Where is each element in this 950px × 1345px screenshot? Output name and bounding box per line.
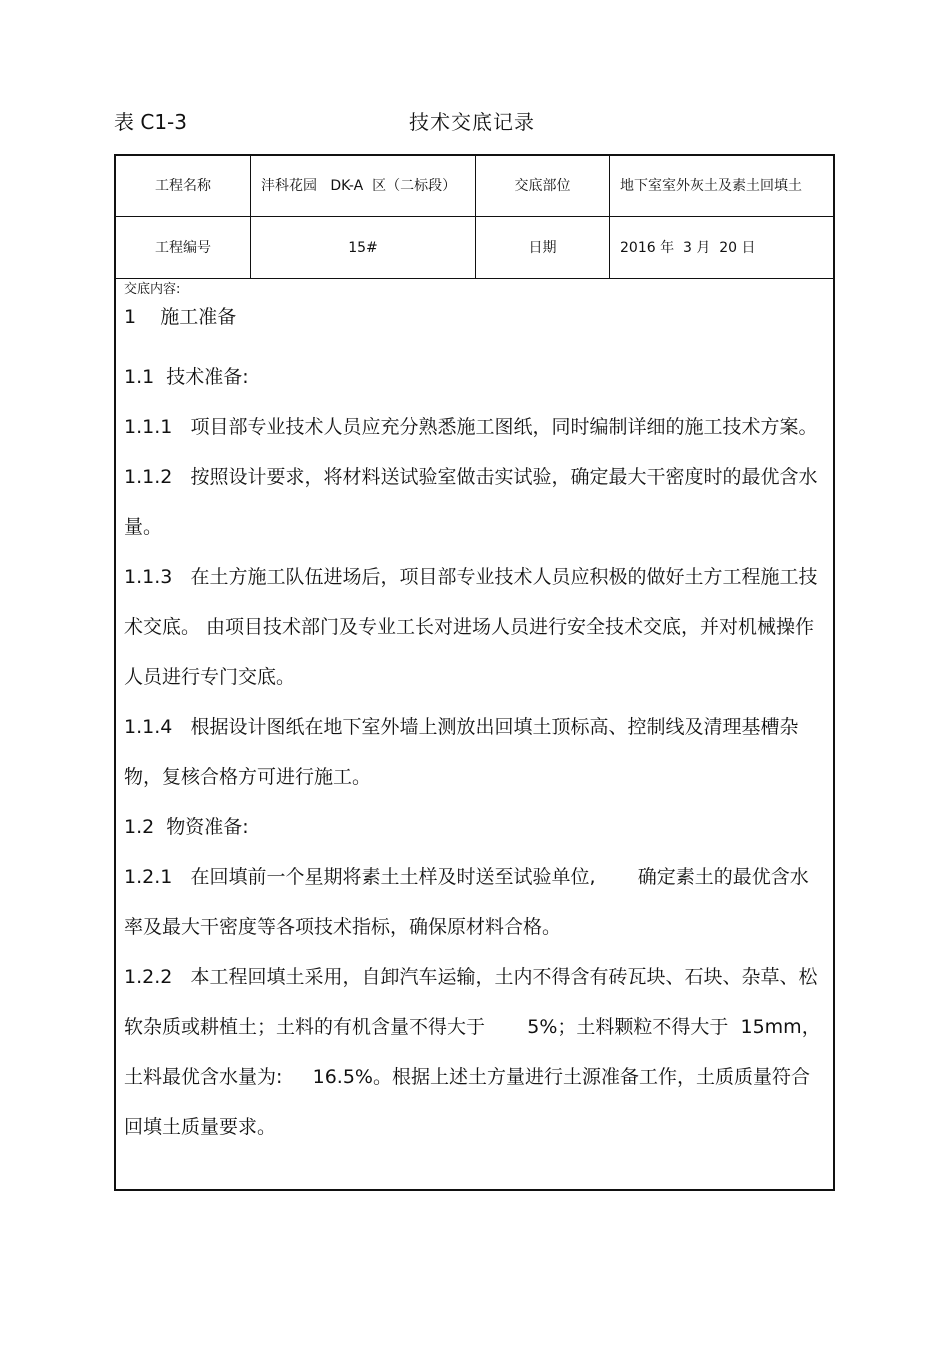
paragraph-1-2: 1.2 物资准备: — [124, 816, 249, 838]
location-value-text: 地下室室外灰土及素土回填土 — [620, 178, 802, 194]
paragraph-1-2-2: 1.2.2 本工程回填土采用，自卸汽车运输，土内不得含有砖瓦块、石块、杂草、松软杂质或耕植土；土料的有机含量不得大于 5%；土料颗粒不得大于 15mm，土料最优含水量为: 16.5%。根据上述土方量进行土源准备工作，土质质量符合回填土质量要求。 — [124, 966, 821, 1138]
project-name-value-text: 沣科花园 DK-A 区（二标段） — [261, 178, 457, 194]
project-number-value — [251, 217, 475, 278]
date-label — [476, 217, 609, 278]
location-label — [476, 156, 609, 216]
row-divider — [116, 278, 833, 279]
date-value — [610, 217, 833, 278]
document-title: 技术交底记录 — [409, 110, 535, 134]
location-value — [610, 156, 833, 216]
content-body — [124, 302, 824, 1152]
project-number-label-text: 工程编号 — [155, 239, 211, 256]
project-name-label-text: 工程名称 — [155, 178, 211, 194]
form-code: 表 C1-3 — [114, 110, 187, 134]
paragraph-1-1-4: 1.1.4 根据设计图纸在地下室外墙上测放出回填土顶标高、控制线及清理基槽杂物，复核合格方可进行施工。 — [124, 716, 799, 788]
content-label: 交底内容: — [124, 282, 181, 297]
paragraph-1-1-3: 1.1.3 在土方施工队伍进场后，项目部专业技术人员应积极的做好土方工程施工技术交底。 由项目技术部门及专业工长对进场人员进行安全技术交底，并对机械操作人员进行专门交底。 — [124, 566, 818, 688]
date-label-text: 日期 — [528, 239, 557, 256]
project-name-label — [116, 156, 250, 216]
record-table — [114, 154, 835, 1191]
project-number-value-text: 15# — [348, 239, 378, 256]
date-value-text: 2016 年 3 月 20 日 — [620, 239, 756, 256]
paragraph-1-1-2: 1.1.2 按照设计要求，将材料送试验室做击实试验，确定最大干密度时的最优含水量。 — [124, 466, 818, 538]
location-label-text: 交底部位 — [514, 178, 571, 194]
section-heading: 1 施工准备 — [124, 306, 237, 328]
paragraph-1-1-1: 1.1.1 项目部专业技术人员应充分熟悉施工图纸，同时编制详细的施工技术方案。 — [124, 416, 818, 438]
paragraph-1-2-1: 1.2.1 在回填前一个星期将素土土样及时送至试验单位, 确定素土的最优含水率及最大干密度等各项技术指标，确保原材料合格。 — [124, 866, 809, 938]
paragraph-1-1: 1.1 技术准备: — [124, 366, 249, 388]
project-name-value — [251, 156, 475, 216]
project-number-label — [116, 217, 250, 278]
